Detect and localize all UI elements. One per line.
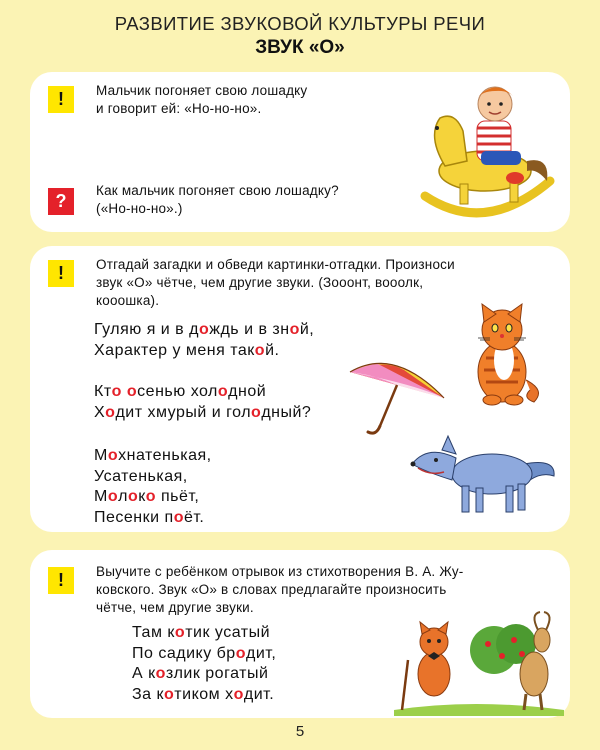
highlighted-vowel: о	[164, 685, 175, 703]
exercise-text	[96, 563, 464, 617]
cat-illustration	[462, 302, 546, 406]
highlighted-vowel: о	[251, 403, 262, 421]
highlighted-vowel: о	[198, 321, 210, 338]
poem-text: злик рогатый	[165, 665, 269, 682]
highlighted-vowel: о	[174, 624, 186, 641]
page-number: 5	[295, 723, 305, 740]
poem-text: Характер у меня так	[94, 341, 255, 359]
poem-text: Х	[94, 403, 106, 421]
poem-text: дит хмурый и гол	[115, 403, 252, 421]
poem-line	[94, 403, 311, 424]
highlighted-vowel: о	[127, 488, 139, 505]
highlighted-vowel: о	[105, 403, 116, 421]
section-title: РАЗВИТИЕ ЗВУКОВОЙ КУЛЬТУРЫ РЕЧИ	[114, 13, 486, 34]
poem-text: Кт	[94, 383, 112, 400]
poem-line	[132, 623, 276, 644]
highlighted-vowel: о	[111, 383, 122, 400]
exercise-card-poem	[30, 550, 570, 718]
text-line: («Но-но-но».)	[96, 201, 183, 216]
poem-text: хнатенькая,	[118, 447, 212, 464]
wolf-illustration	[406, 428, 558, 522]
sound-title: ЗВУК «О»	[255, 37, 345, 58]
zhukovsky-poem	[132, 623, 276, 705]
highlighted-vowel: о	[289, 321, 300, 338]
exclamation-badge-icon: !	[48, 86, 74, 113]
highlighted-vowel: о	[254, 341, 266, 359]
highlighted-vowel: о	[173, 508, 184, 526]
text-line: Как мальчик погоняет свою лошадку?	[96, 183, 339, 198]
poem-line	[94, 446, 212, 467]
text-line: Отгадай загадки и обведи картинки-отгадки. Произноси	[96, 257, 455, 272]
highlighted-vowel: о	[235, 644, 246, 662]
exclamation-badge-icon: !	[48, 260, 74, 287]
poem-text: По садику бр	[132, 644, 236, 662]
poem-text: М	[94, 447, 108, 464]
poem-text: ждь и в зн	[209, 321, 290, 338]
poem-text: к	[138, 488, 146, 505]
poem-text: ёт.	[183, 508, 205, 526]
poem-text: й.	[265, 341, 280, 359]
exercise-card-horse	[30, 72, 570, 232]
highlighted-vowel: о	[155, 665, 166, 682]
poem-text: За к	[132, 685, 165, 703]
poem-line	[132, 685, 276, 706]
highlighted-vowel: о	[145, 488, 157, 505]
text-line: кооошка).	[96, 293, 160, 308]
boy-on-rocking-horse-illustration	[415, 76, 555, 226]
highlighted-vowel: о	[126, 383, 138, 400]
exercise-card-riddles	[30, 246, 570, 532]
text-line: Выучите с ребёнком отрывок из стихотворения В. А. Жу-	[96, 564, 464, 579]
poem-line	[94, 508, 212, 529]
poem-text: Гуляю я и в д	[94, 321, 199, 338]
riddle-wolf	[94, 446, 212, 528]
poem-text: Усатенькая,	[94, 467, 188, 485]
question-text	[96, 182, 339, 218]
poem-line	[94, 467, 212, 488]
exclamation-badge-icon: !	[48, 567, 74, 594]
poem-text: тик усатый	[185, 624, 271, 641]
poem-text: л	[118, 488, 128, 505]
poem-text: дной	[228, 383, 267, 400]
poem-text: пьёт,	[156, 488, 200, 505]
riddle-umbrella	[94, 382, 311, 423]
poem-text: дный?	[261, 403, 312, 421]
text-line: ковского. Звук «О» в словах предлагайте произносить	[96, 582, 447, 597]
poem-text: Песенки п	[94, 508, 174, 526]
text-line: Мальчик погоняет свою лошадку	[96, 83, 308, 98]
poem-text: Там к	[132, 624, 175, 641]
poem-line	[132, 644, 276, 665]
highlighted-vowel: о	[107, 447, 119, 464]
exercise-text	[96, 82, 307, 118]
text-line: звук «О» чётче, чем другие звуки. (Зооонт, вооолк,	[96, 275, 424, 290]
poem-text: тиком х	[174, 685, 234, 703]
exercise-text	[96, 256, 455, 310]
question-badge-icon: ?	[48, 188, 74, 215]
poem-text: й,	[299, 321, 315, 338]
text-line: чётче, чем другие звуки.	[96, 600, 254, 615]
poem-line	[94, 341, 314, 362]
poem-line	[94, 382, 311, 403]
poem-line	[94, 320, 314, 341]
poem-line	[132, 664, 276, 685]
highlighted-vowel: о	[233, 685, 244, 703]
poem-text: А к	[132, 665, 156, 682]
highlighted-vowel: о	[217, 383, 229, 400]
poem-text: М	[94, 488, 108, 505]
poem-line	[94, 487, 212, 508]
highlighted-vowel: о	[107, 488, 119, 505]
poem-text: дит,	[245, 644, 277, 662]
poem-text: сенью хол	[137, 383, 218, 400]
poem-text: дит.	[243, 685, 275, 703]
cat-and-goat-illustration	[394, 610, 564, 716]
riddle-cat	[94, 320, 314, 361]
text-line: и говорит ей: «Но-но-но».	[96, 101, 262, 116]
